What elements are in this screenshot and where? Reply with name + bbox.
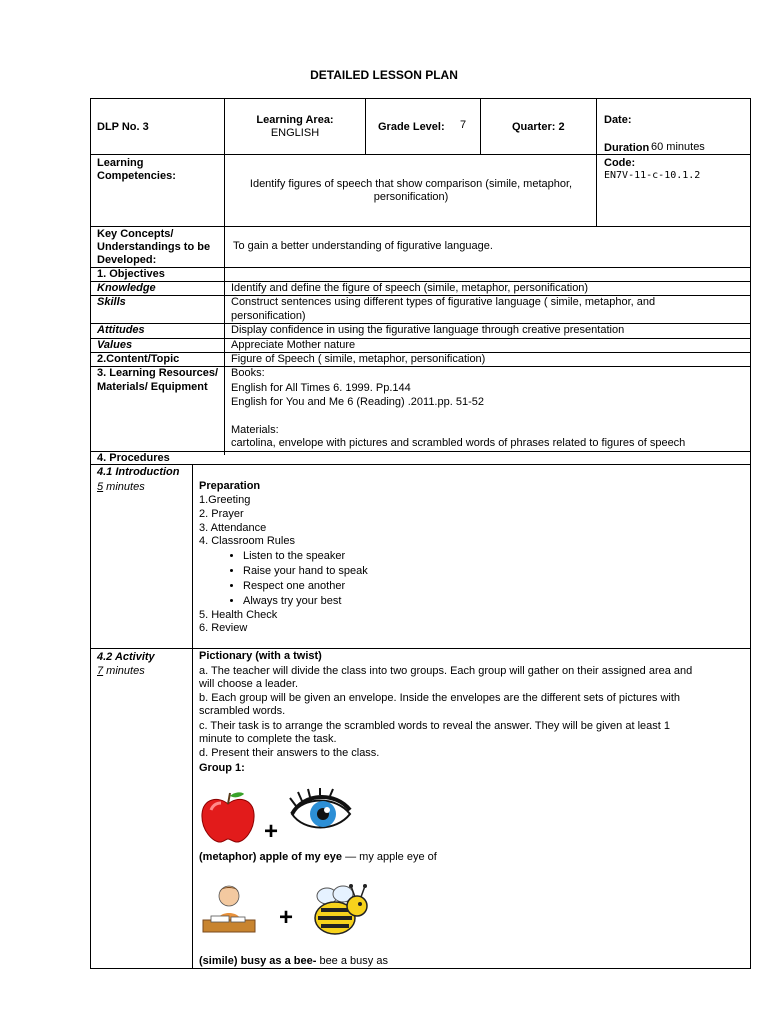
activity-line: will choose a leader. xyxy=(199,678,299,690)
skills-text-1: Construct sentences using different types of figurative language ( simile, metaphor, and xyxy=(231,296,656,308)
code-label: Code: xyxy=(604,157,636,169)
values-label: Values xyxy=(97,339,133,351)
duration-label: Duration xyxy=(604,142,650,154)
rule-item: • Listen to the speaker xyxy=(243,549,368,564)
skills-label: Skills xyxy=(97,296,126,308)
key-concepts-label-1: Key Concepts/ xyxy=(97,228,174,240)
activity-label: 4.2 Activity xyxy=(97,651,155,663)
resources-line: Books: xyxy=(231,367,265,379)
date-label: Date: xyxy=(604,114,632,126)
knowledge-text: Identify and define the figure of speech (simile, metaphor, personification) xyxy=(231,282,589,294)
resources-line: English for All Times 6. 1999. Pp.144 xyxy=(231,382,411,394)
attitudes-label: Attitudes xyxy=(97,324,145,336)
classroom-rules-list xyxy=(197,549,368,609)
prep-item: 2. Prayer xyxy=(199,508,244,520)
answer-1: (metaphor) apple of my eye — my apple eye of xyxy=(199,851,437,863)
activity-line: d. Present their answers to the class. xyxy=(199,747,380,759)
activity-line: scrambled words. xyxy=(199,705,286,717)
competencies-label-2: Competencies: xyxy=(97,170,176,182)
group-label: Group 1: xyxy=(199,762,245,774)
resources-line: Materials: xyxy=(231,424,279,436)
quarter: Quarter: 2 xyxy=(512,121,565,133)
resources-line: English for You and Me 6 (Reading) .2011.pp. 51-52 xyxy=(231,396,484,408)
grade-level-label: Grade Level: xyxy=(378,121,445,133)
values-text: Appreciate Mother nature xyxy=(231,339,356,351)
rule-item: • Raise your hand to speak xyxy=(243,564,368,579)
intro-minutes: 5 minutes xyxy=(97,481,145,493)
content-label: 2.Content/Topic xyxy=(97,353,180,365)
plus-sign: + xyxy=(264,818,279,845)
teacher-icon xyxy=(199,882,259,936)
dlp-number: DLP No. 3 xyxy=(97,121,149,133)
activity-heading: Pictionary (with a twist) xyxy=(199,650,322,662)
activity-line: minute to complete the task. xyxy=(199,733,337,745)
skills-text-2: personification) xyxy=(231,310,306,322)
key-concepts-label-3: Developed: xyxy=(97,254,157,266)
learning-area-value: ENGLISH xyxy=(270,127,320,139)
attitudes-text: Display confidence in using the figurative language through creative presentation xyxy=(231,324,625,336)
prep-item: 5. Health Check xyxy=(199,609,278,621)
procedures-heading: 4. Procedures xyxy=(97,452,170,464)
activity-line: b. Each group will be given an envelope. Inside the envelopes are the different sets of pictures with xyxy=(199,692,681,704)
competencies-text-1: Identify figures of speech that show comparison (simile, metaphor, xyxy=(249,178,573,190)
activity-line: a. The teacher will divide the class into two groups. Each group will gather on their assigned area and xyxy=(199,665,693,677)
content-text: Figure of Speech ( simile, metaphor, personification) xyxy=(231,353,486,365)
prep-item: 4. Classroom Rules xyxy=(199,535,295,547)
key-concepts-text: To gain a better understanding of figurative language. xyxy=(233,240,493,252)
resources-line: cartolina, envelope with pictures and scrambled words of phrases related to figures of speech xyxy=(231,437,686,449)
eye-icon xyxy=(288,788,354,836)
competencies-label-1: Learning xyxy=(97,157,144,169)
activity-minutes: 7 minutes xyxy=(97,665,145,677)
code-value: EN7V-11-c-10.1.2 xyxy=(604,170,701,181)
activity-line: c. Their task is to arrange the scrambled words to reveal the answer. They will be given at least 1 xyxy=(199,720,670,732)
bee-icon xyxy=(305,880,375,940)
resources-label-1: 3. Learning Resources/ xyxy=(97,367,219,379)
competencies-text-2: personification) xyxy=(373,191,449,203)
document-title: DETAILED LESSON PLAN xyxy=(310,68,458,82)
rule-item: • Respect one another xyxy=(243,579,368,594)
rule-item: • Always try your best xyxy=(243,594,368,609)
resources-label-2: Materials/ Equipment xyxy=(97,381,208,393)
answer-2: (simile) busy as a bee- bee a busy as xyxy=(199,955,388,967)
intro-label: 4.1 Introduction xyxy=(97,466,180,478)
prep-item: 3. Attendance xyxy=(199,522,267,534)
prep-item: 1.Greeting xyxy=(199,494,251,506)
duration-value: 60 minutes xyxy=(651,141,705,153)
learning-area-label: Learning Area: xyxy=(256,114,334,126)
grade-level-value: 7 xyxy=(460,119,467,131)
objectives-heading: 1. Objectives xyxy=(97,268,165,280)
lesson-plan-table xyxy=(90,98,751,969)
apple-icon xyxy=(199,790,257,844)
preparation-heading: Preparation xyxy=(199,480,261,492)
plus-sign: + xyxy=(279,904,294,931)
knowledge-label: Knowledge xyxy=(97,282,156,294)
prep-item: 6. Review xyxy=(199,622,248,634)
key-concepts-label-2: Understandings to be xyxy=(97,241,211,253)
